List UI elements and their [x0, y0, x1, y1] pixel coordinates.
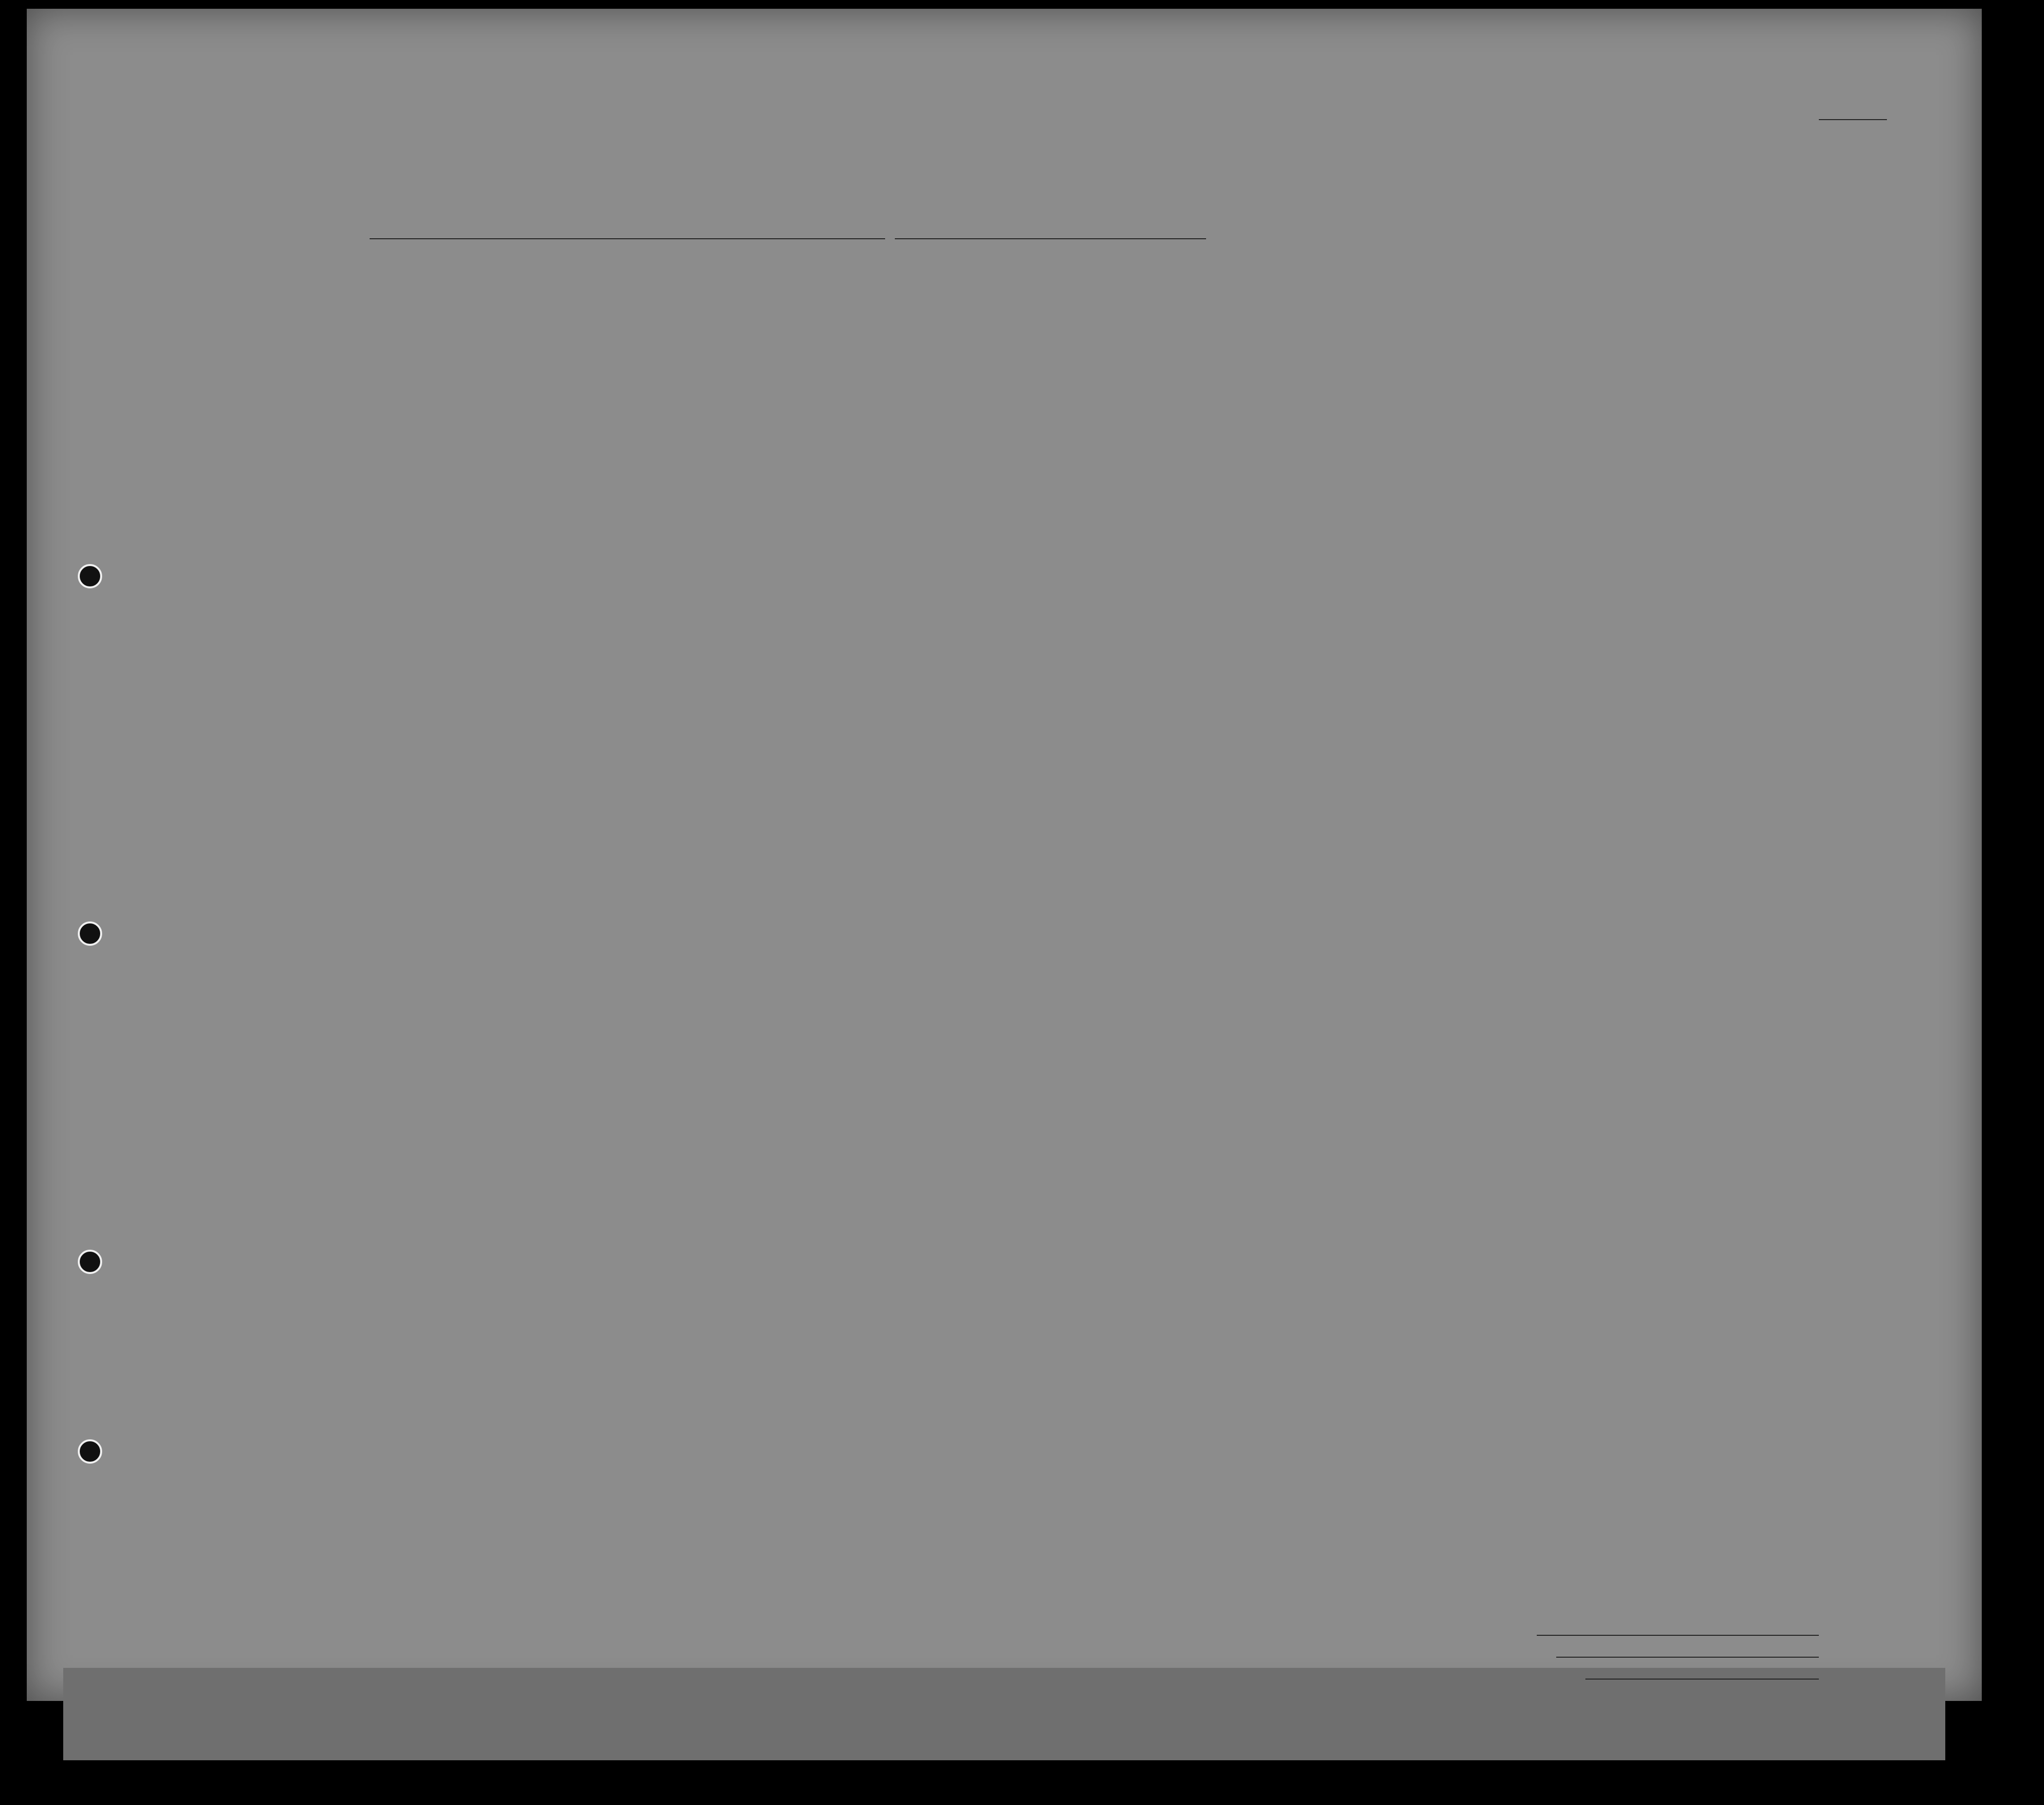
manifest-sheet	[27, 9, 1982, 1701]
footer-line-field[interactable]	[1537, 1635, 1819, 1636]
footer-owners-field[interactable]	[1556, 1657, 1819, 1658]
underlying-sheet	[63, 1668, 1945, 1760]
port-underline	[370, 238, 885, 239]
binder-hole	[78, 1439, 102, 1464]
binder-hole	[78, 1250, 102, 1274]
binder-hole	[78, 564, 102, 588]
footer-agents-field[interactable]	[1585, 1679, 1819, 1680]
list-underline	[1819, 119, 1887, 120]
binder-hole	[78, 921, 102, 946]
date-underline	[895, 238, 1206, 239]
